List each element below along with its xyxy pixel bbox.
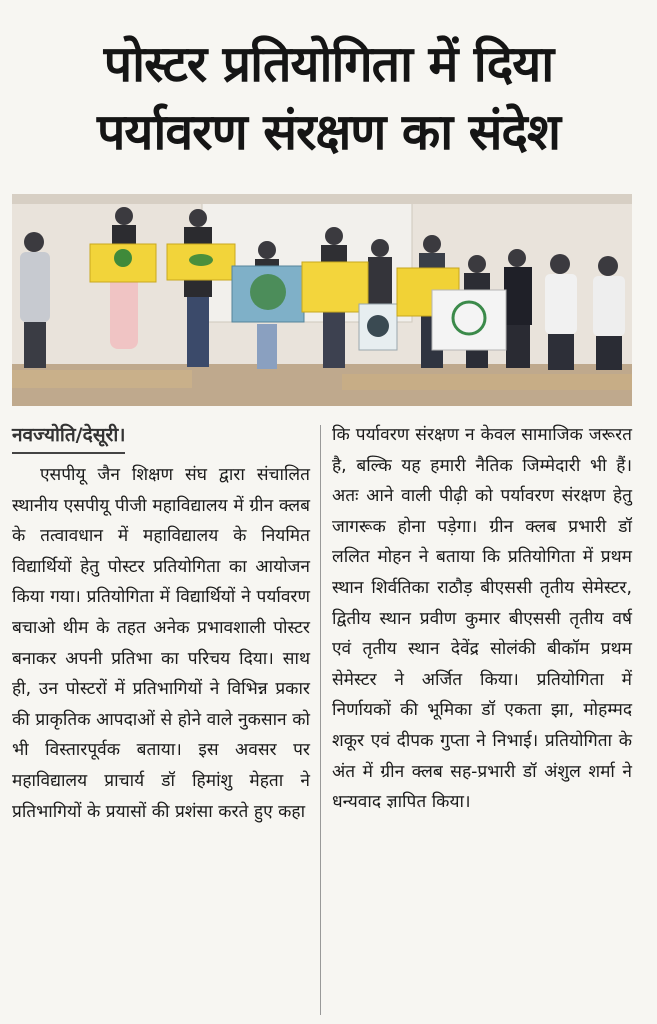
headline-line-1: पोस्टर प्रतियोगिता में दिया xyxy=(103,35,554,93)
headline-line-2: पर्यावरण संरक्षण का संदेश xyxy=(97,103,560,161)
headline xyxy=(8,30,649,166)
article-right-column xyxy=(332,420,632,818)
article-body-right: कि पर्यावरण संरक्षण न केवल सामाजिक जरूरत है, बल्कि यह हमारी नैतिक जिम्मेदारी भी हैं। अतः आने वाली पीढ़ी को पर्यावरण संरक्षण हेतु जागरूक होना पड़ेगा। ग्रीन क्लब प्रभारी डॉ ललित मोहन ने बताया कि प्रतियोगिता में प्रथम स्थान शिर्वतिका राठौड़ बीएससी तृतीय सेमेस्टर, द्वितीय स्थान प्रवीण कुमार बीएससी तृतीय वर्ष एवं तृतीय स्थान देवेंद्र सोलंकी बीकॉम प्रथम सेमेस्टर ने अर्जित किया। प्रतियोगिता में निर्णायकों की भूमिका डॉ एकता झा, मोहम्मद शकूर एवं दीपक गुप्ता ने निभाई। प्रतियोगिता के अंत में ग्रीन क्लब सह-प्रभारी डॉ अंशुल शर्मा ने धन्यवाद ज्ञापित किया। xyxy=(332,425,632,813)
column-divider xyxy=(320,425,321,1015)
dateline: नवज्योति/देसूरी। xyxy=(12,420,125,454)
article-left-column xyxy=(12,420,310,827)
article-body-left: एसपीयू जैन शिक्षण संघ द्वारा संचालित स्थानीय एसपीयू पीजी महाविद्यालय में ग्रीन क्लब के तत्वावधान में महाविद्यालय के नियमित विद्यार्थियों हेतु पोस्टर प्रतियोगिता का आयोजन किया गया। प्रतियोगिता में विद्यार्थियों ने पर्यावरण बचाओ थीम के तहत अनेक प्रभावशाली पोस्टर बनाकर अपनी प्रतिभा का परिचय दिया। साथ ही, उन पोस्टरों में प्रतिभागियों ने विभिन्न प्रकार की प्राकृतिक आपदाओं से होने वाले नुकसान को भी विस्तारपूर्वक बताया। इस अवसर पर महाविद्यालय प्राचार्य डॉ हिमांशु मेहता ने प्रतिभागियों के प्रयासों की प्रशंसा करते हुए कहा xyxy=(12,465,310,822)
photo-illustration xyxy=(12,194,632,406)
news-photo xyxy=(12,194,632,406)
